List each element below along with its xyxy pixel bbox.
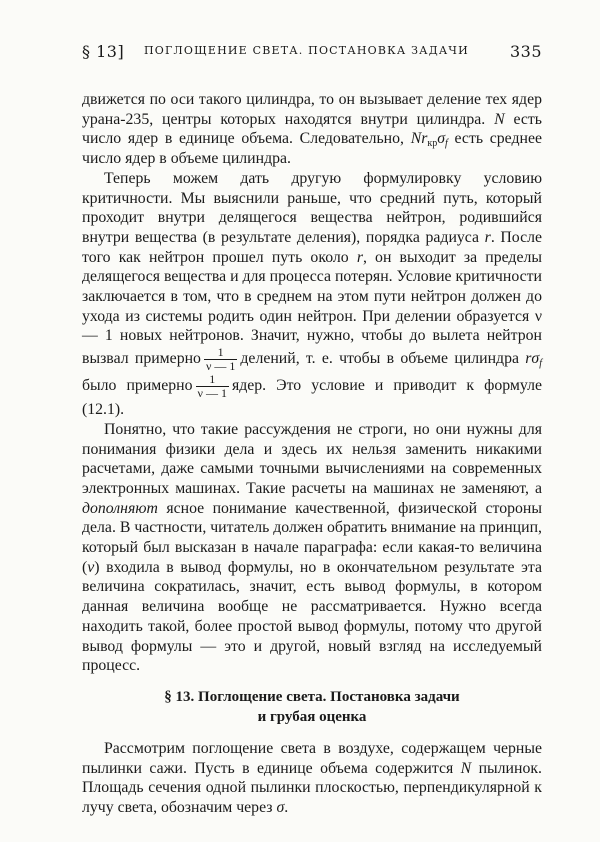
symbol-sigma: σ [276, 799, 285, 817]
formula-subscript-f: f [445, 138, 448, 150]
text-run: Теперь можем дать другую формулировку условию критичности. Мы выяснили раньше, что средний путь, который проходит внутри делящегося вещества нейтрон, родившийся внутри вещества (в результате деления), порядка радиуса [82, 169, 542, 246]
paragraph-4 [82, 739, 542, 818]
symbol-v: v [87, 558, 95, 576]
text-run: Рассмотрим поглощение света в воздухе, содержащем черные пылинки сажи. Пусть в единице объема содержится [82, 739, 542, 777]
page-number: 335 [509, 42, 542, 61]
formula-subscript-f: f [539, 358, 542, 370]
paragraph-1 [82, 90, 542, 169]
text-run: . [284, 799, 289, 817]
fraction [204, 346, 237, 373]
header-running-title: ПОГЛОЩЕНИЕ СВЕТА. ПОСТАНОВКА ЗАДАЧИ [144, 44, 469, 57]
header-section-ref: § 13] [82, 42, 125, 61]
fraction [196, 373, 229, 400]
emphasis: дополняют [82, 499, 158, 517]
text-run: , он выходит за пределы делящегося вещества и для процесса потерян. Условие критичности заключается в том, что в среднем на этом пути нейтрон должен до ухода из системы родить один нейтрон. При делении образуется ν — 1 новых нейтронов. Значит, нужно, чтобы до вылета нейтрон вызвал примерно [82, 248, 542, 368]
symbol-r-sigma: rσ [525, 350, 540, 368]
section-heading-line-1: § 13. Поглощение света. Постановка задачи [164, 688, 460, 705]
symbol-N: N [460, 759, 472, 777]
text-run: делений, т. е. чтобы в объеме цилиндра [240, 350, 526, 368]
text-run: есть среднее число ядер в объеме цилиндра. [82, 130, 542, 168]
symbol-r: r [484, 228, 491, 246]
text-run: есть число ядер в единице объема. Следовательно, [82, 110, 542, 148]
text-run: Понятно, что такие рассуждения не строги, но они нужны для понимания физики дела и здесь их нельзя заменить никакими расчетами, даже самыми точными вычислениями на современных электронных машинах. Такие расчеты на машинах не заменяют, а [82, 420, 542, 497]
text-run: пылинок. Площадь сечения одной пылинки плоскостью, перпендикулярной к лучу света, обозначим через [82, 759, 542, 817]
formula-subscript: кр [427, 138, 438, 150]
section-heading-line-2: и грубая оценка [257, 708, 367, 725]
fraction-numerator: 1 [196, 373, 229, 387]
text-run: ядер. Это условие и приводит к формуле (12.1). [82, 377, 542, 419]
text-run: движется по оси такого цилиндра, то он вызывает деление тех ядер урана-235, центры которых находятся внутри цилиндра. [82, 91, 542, 128]
text-run: ) входила в вывод формулы, но в окончательном результате эта величина сократилась, значит, есть вывод формулы, в котором данная величина вообще не рассматривается. Нужно всегда находить такой, более простой вывод формулы, потому что другой вывод формулы — это и другой, новый взгляд на исследуемый процесс. [82, 558, 542, 675]
page-body [82, 90, 542, 818]
formula-Nr: Nr [410, 130, 428, 148]
fraction-denominator: ν — 1 [197, 386, 227, 401]
symbol-N: N [494, 110, 505, 128]
section-heading [82, 687, 542, 727]
text-run: ясное понимание качественной, физической стороны дела. В частности, читатель должен обратить внимание на принцип, который был высказан в начале параграфа: если какая-то величина ( [82, 499, 542, 576]
fraction-numerator: 1 [204, 346, 237, 360]
fraction-denominator: ν — 1 [205, 359, 236, 374]
paragraph-3 [82, 420, 542, 676]
symbol-r: r [356, 248, 363, 266]
paragraph-2 [82, 169, 542, 420]
text-run: . После того как нейтрон прошел путь около [82, 228, 542, 266]
running-header [82, 38, 542, 68]
formula-sigma: σ [437, 130, 446, 148]
text-run: было примерно [82, 377, 193, 395]
